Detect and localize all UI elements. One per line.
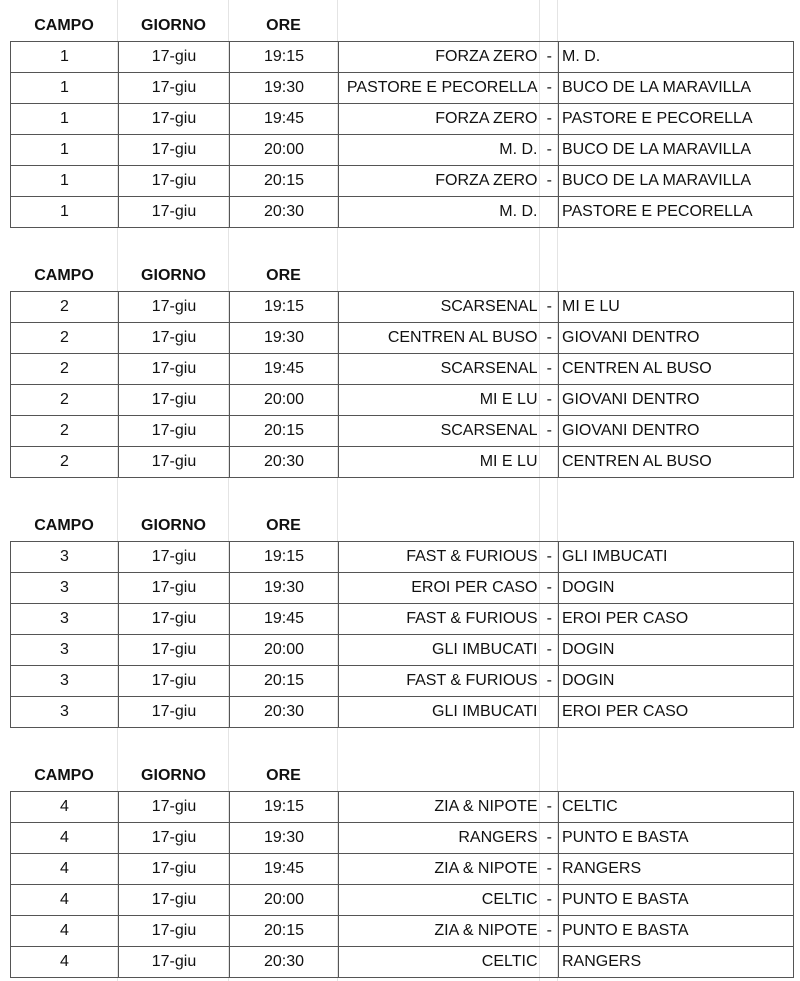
cell-giorno: 17-giu xyxy=(119,604,230,635)
cell-giorno: 17-giu xyxy=(119,885,230,916)
cell-sep: - xyxy=(541,666,559,697)
header-giorno: GIORNO xyxy=(141,17,206,34)
cell-campo: 1 xyxy=(11,104,119,135)
cell-campo: 4 xyxy=(11,947,119,978)
cell-sep: - xyxy=(541,916,559,947)
table-row xyxy=(11,916,794,947)
cell-home: PASTORE E PECORELLA xyxy=(339,73,541,104)
cell-ore: 19:30 xyxy=(230,323,339,354)
cell-home: CELTIC xyxy=(339,947,541,978)
cell-home: FAST & FURIOUS xyxy=(339,604,541,635)
cell-away: EROI PER CASO xyxy=(559,604,794,635)
cell-sep: - xyxy=(541,854,559,885)
cell-campo: 3 xyxy=(11,697,119,728)
cell-away: M. D. xyxy=(559,42,794,73)
cell-ore: 19:15 xyxy=(230,42,339,73)
cell-giorno: 17-giu xyxy=(119,42,230,73)
cell-ore: 19:30 xyxy=(230,573,339,604)
table-row xyxy=(11,542,794,573)
cell-away: DOGIN xyxy=(559,666,794,697)
cell-campo: 1 xyxy=(11,197,119,228)
cell-away: DOGIN xyxy=(559,635,794,666)
cell-home: M. D. xyxy=(339,135,541,166)
cell-campo: 1 xyxy=(11,42,119,73)
cell-ore: 19:15 xyxy=(230,792,339,823)
cell-campo: 1 xyxy=(11,166,119,197)
cell-ore: 20:00 xyxy=(230,385,339,416)
cell-ore: 19:30 xyxy=(230,823,339,854)
table-row xyxy=(11,885,794,916)
cell-giorno: 17-giu xyxy=(119,73,230,104)
cell-ore: 19:30 xyxy=(230,73,339,104)
cell-away: CELTIC xyxy=(559,792,794,823)
cell-campo: 3 xyxy=(11,666,119,697)
cell-ore: 19:45 xyxy=(230,854,339,885)
cell-ore: 19:45 xyxy=(230,604,339,635)
cell-home: GLI IMBUCATI xyxy=(339,635,541,666)
cell-home: SCARSENAL xyxy=(339,292,541,323)
cell-away: GIOVANI DENTRO xyxy=(559,323,794,354)
cell-campo: 3 xyxy=(11,604,119,635)
cell-away: BUCO DE LA MARAVILLA xyxy=(559,73,794,104)
cell-home: SCARSENAL xyxy=(339,354,541,385)
field-1-schedule xyxy=(0,10,800,228)
cell-home: CENTREN AL BUSO xyxy=(339,323,541,354)
cell-sep: - xyxy=(541,573,559,604)
cell-away: BUCO DE LA MARAVILLA xyxy=(559,135,794,166)
cell-giorno: 17-giu xyxy=(119,166,230,197)
cell-sep: - xyxy=(541,416,559,447)
table-row xyxy=(11,292,794,323)
cell-sep: - xyxy=(541,823,559,854)
cell-away: EROI PER CASO xyxy=(559,697,794,728)
cell-away: RANGERS xyxy=(559,947,794,978)
cell-sep: - xyxy=(541,885,559,916)
table-row xyxy=(11,635,794,666)
cell-ore: 20:30 xyxy=(230,447,339,478)
cell-away: BUCO DE LA MARAVILLA xyxy=(559,166,794,197)
header-ore: ORE xyxy=(266,517,301,534)
cell-home: SCARSENAL xyxy=(339,416,541,447)
cell-sep: - xyxy=(541,135,559,166)
header-row xyxy=(0,10,800,41)
cell-giorno: 17-giu xyxy=(119,854,230,885)
field-2-schedule xyxy=(0,260,800,478)
cell-ore: 20:30 xyxy=(230,697,339,728)
header-giorno: GIORNO xyxy=(141,517,206,534)
table-row xyxy=(11,947,794,978)
table-row xyxy=(11,792,794,823)
table-row xyxy=(11,104,794,135)
cell-giorno: 17-giu xyxy=(119,354,230,385)
table-row xyxy=(11,823,794,854)
cell-ore: 20:30 xyxy=(230,197,339,228)
cell-home: MI E LU xyxy=(339,447,541,478)
cell-home: RANGERS xyxy=(339,823,541,854)
cell-campo: 1 xyxy=(11,73,119,104)
cell-home: FORZA ZERO xyxy=(339,42,541,73)
cell-sep: - xyxy=(541,542,559,573)
header-row xyxy=(0,510,800,541)
cell-campo: 2 xyxy=(11,323,119,354)
cell-away: PUNTO E BASTA xyxy=(559,823,794,854)
cell-away: PASTORE E PECORELLA xyxy=(559,197,794,228)
table-row xyxy=(11,323,794,354)
cell-ore: 20:15 xyxy=(230,666,339,697)
header-row xyxy=(0,260,800,291)
cell-giorno: 17-giu xyxy=(119,823,230,854)
table-row xyxy=(11,385,794,416)
cell-away: RANGERS xyxy=(559,854,794,885)
cell-campo: 3 xyxy=(11,542,119,573)
cell-sep xyxy=(541,697,559,728)
cell-giorno: 17-giu xyxy=(119,416,230,447)
table-row xyxy=(11,73,794,104)
cell-campo: 4 xyxy=(11,854,119,885)
cell-campo: 2 xyxy=(11,385,119,416)
cell-campo: 2 xyxy=(11,416,119,447)
table-row xyxy=(11,447,794,478)
cell-giorno: 17-giu xyxy=(119,447,230,478)
cell-giorno: 17-giu xyxy=(119,135,230,166)
table-row xyxy=(11,42,794,73)
field-4-schedule xyxy=(0,760,800,978)
cell-sep: - xyxy=(541,104,559,135)
cell-giorno: 17-giu xyxy=(119,947,230,978)
cell-home: FORZA ZERO xyxy=(339,166,541,197)
cell-campo: 4 xyxy=(11,792,119,823)
cell-sep: - xyxy=(541,635,559,666)
cell-home: ZIA & NIPOTE xyxy=(339,792,541,823)
table-row xyxy=(11,697,794,728)
cell-giorno: 17-giu xyxy=(119,573,230,604)
cell-ore: 20:00 xyxy=(230,135,339,166)
cell-home: M. D. xyxy=(339,197,541,228)
cell-away: GLI IMBUCATI xyxy=(559,542,794,573)
cell-home: FAST & FURIOUS xyxy=(339,666,541,697)
cell-away: PUNTO E BASTA xyxy=(559,885,794,916)
cell-sep: - xyxy=(541,792,559,823)
cell-campo: 2 xyxy=(11,447,119,478)
cell-giorno: 17-giu xyxy=(119,792,230,823)
cell-giorno: 17-giu xyxy=(119,323,230,354)
cell-campo: 4 xyxy=(11,916,119,947)
cell-campo: 2 xyxy=(11,354,119,385)
match-table xyxy=(10,291,794,478)
header-ore: ORE xyxy=(266,267,301,284)
cell-home: ZIA & NIPOTE xyxy=(339,916,541,947)
cell-sep xyxy=(541,197,559,228)
table-row xyxy=(11,166,794,197)
cell-campo: 4 xyxy=(11,885,119,916)
match-table xyxy=(10,41,794,228)
header-campo: CAMPO xyxy=(34,17,94,34)
cell-sep: - xyxy=(541,354,559,385)
cell-away: CENTREN AL BUSO xyxy=(559,447,794,478)
cell-home: CELTIC xyxy=(339,885,541,916)
table-row xyxy=(11,354,794,385)
cell-ore: 20:00 xyxy=(230,885,339,916)
cell-campo: 4 xyxy=(11,823,119,854)
cell-away: GIOVANI DENTRO xyxy=(559,416,794,447)
cell-sep: - xyxy=(541,385,559,416)
match-table xyxy=(10,541,794,728)
header-campo: CAMPO xyxy=(34,517,94,534)
cell-giorno: 17-giu xyxy=(119,197,230,228)
cell-giorno: 17-giu xyxy=(119,697,230,728)
cell-away: PASTORE E PECORELLA xyxy=(559,104,794,135)
cell-away: DOGIN xyxy=(559,573,794,604)
header-giorno: GIORNO xyxy=(141,267,206,284)
header-campo: CAMPO xyxy=(34,267,94,284)
header-row xyxy=(0,760,800,791)
cell-sep xyxy=(541,447,559,478)
cell-sep: - xyxy=(541,604,559,635)
cell-giorno: 17-giu xyxy=(119,104,230,135)
header-ore: ORE xyxy=(266,17,301,34)
field-3-schedule xyxy=(0,510,800,728)
cell-campo: 2 xyxy=(11,292,119,323)
cell-ore: 19:45 xyxy=(230,104,339,135)
table-row xyxy=(11,416,794,447)
cell-home: ZIA & NIPOTE xyxy=(339,854,541,885)
header-campo: CAMPO xyxy=(34,767,94,784)
cell-home: FAST & FURIOUS xyxy=(339,542,541,573)
cell-campo: 3 xyxy=(11,573,119,604)
cell-ore: 20:30 xyxy=(230,947,339,978)
cell-ore: 20:15 xyxy=(230,416,339,447)
cell-ore: 20:15 xyxy=(230,916,339,947)
match-table xyxy=(10,791,794,978)
cell-ore: 20:00 xyxy=(230,635,339,666)
table-row xyxy=(11,604,794,635)
cell-campo: 3 xyxy=(11,635,119,666)
cell-home: EROI PER CASO xyxy=(339,573,541,604)
cell-giorno: 17-giu xyxy=(119,542,230,573)
cell-home: GLI IMBUCATI xyxy=(339,697,541,728)
cell-giorno: 17-giu xyxy=(119,385,230,416)
cell-sep: - xyxy=(541,166,559,197)
cell-giorno: 17-giu xyxy=(119,635,230,666)
cell-away: MI E LU xyxy=(559,292,794,323)
cell-away: GIOVANI DENTRO xyxy=(559,385,794,416)
table-row xyxy=(11,573,794,604)
cell-away: CENTREN AL BUSO xyxy=(559,354,794,385)
table-row xyxy=(11,666,794,697)
cell-ore: 20:15 xyxy=(230,166,339,197)
cell-sep: - xyxy=(541,323,559,354)
cell-away: PUNTO E BASTA xyxy=(559,916,794,947)
cell-ore: 19:15 xyxy=(230,292,339,323)
table-row xyxy=(11,854,794,885)
cell-home: MI E LU xyxy=(339,385,541,416)
cell-giorno: 17-giu xyxy=(119,292,230,323)
table-row xyxy=(11,197,794,228)
cell-sep: - xyxy=(541,292,559,323)
cell-ore: 19:45 xyxy=(230,354,339,385)
cell-home: FORZA ZERO xyxy=(339,104,541,135)
cell-campo: 1 xyxy=(11,135,119,166)
cell-sep: - xyxy=(541,42,559,73)
cell-giorno: 17-giu xyxy=(119,916,230,947)
cell-giorno: 17-giu xyxy=(119,666,230,697)
cell-ore: 19:15 xyxy=(230,542,339,573)
header-ore: ORE xyxy=(266,767,301,784)
cell-sep xyxy=(541,947,559,978)
header-giorno: GIORNO xyxy=(141,767,206,784)
cell-sep: - xyxy=(541,73,559,104)
table-row xyxy=(11,135,794,166)
